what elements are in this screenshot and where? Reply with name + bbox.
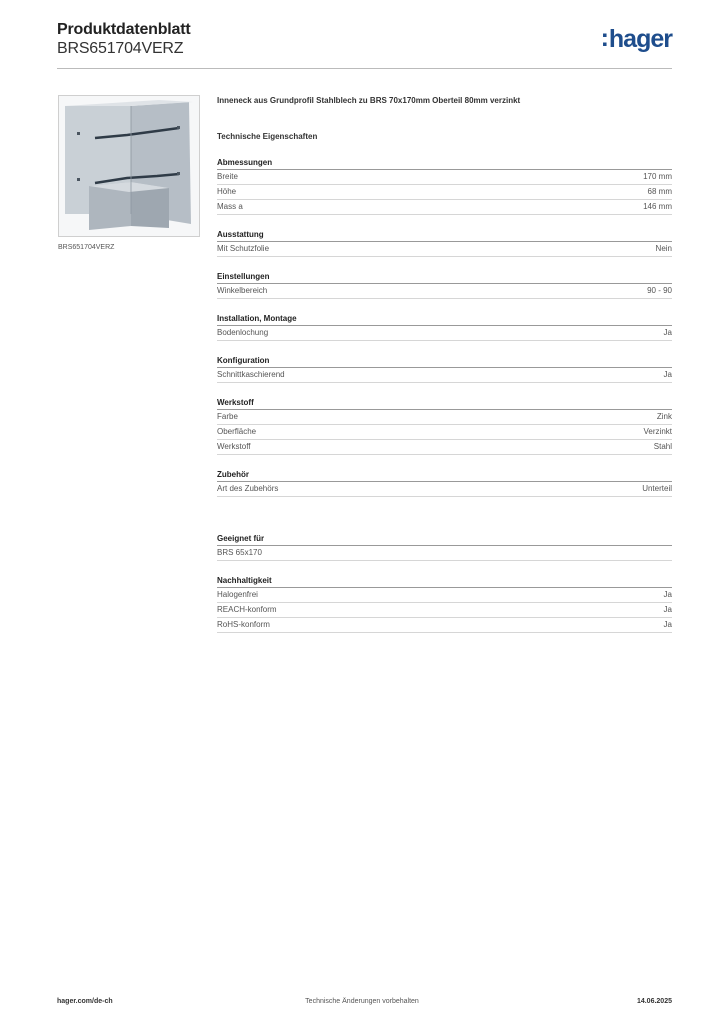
spec-value: 90 - 90 — [647, 286, 672, 295]
spec-section — [217, 533, 672, 561]
spec-label: Werkstoff — [217, 442, 251, 451]
spec-value: Ja — [663, 590, 672, 599]
section-title: Installation, Montage — [217, 313, 672, 326]
spec-row — [217, 603, 672, 618]
spec-label: Höhe — [217, 187, 237, 196]
spec-value: Ja — [663, 370, 672, 379]
spec-value: Ja — [663, 620, 672, 629]
spec-label: Mass a — [217, 202, 243, 211]
image-caption: BRS651704VERZ — [58, 244, 115, 251]
page-title: Produktdatenblatt — [57, 21, 191, 38]
spec-row — [217, 440, 672, 455]
spec-row — [217, 284, 672, 299]
spec-section — [217, 157, 672, 215]
spec-label: REACH-konform — [217, 605, 277, 614]
spec-section — [217, 229, 672, 257]
section-title: Konfiguration — [217, 355, 672, 368]
spec-value: Unterteil — [642, 484, 672, 493]
section-title: Ausstattung — [217, 229, 672, 242]
spec-row — [217, 588, 672, 603]
spec-row — [217, 425, 672, 440]
footer-date: 14.06.2025 — [636, 998, 672, 1005]
spec-label: Breite — [217, 172, 238, 181]
spec-label: Schnittkaschierend — [217, 370, 285, 379]
spec-row — [217, 242, 672, 257]
spec-row — [217, 170, 672, 185]
section-title: Geeignet für — [217, 533, 672, 546]
spec-value: 170 mm — [643, 172, 672, 181]
article-number: BRS651704VERZ — [57, 40, 184, 57]
spec-row — [217, 410, 672, 425]
spec-label: Halogenfrei — [217, 590, 258, 599]
spec-label: Mit Schutzfolie — [217, 244, 270, 253]
spec-value: Ja — [663, 605, 672, 614]
hager-logo: :hager — [600, 24, 672, 53]
spec-value: Verzinkt — [643, 427, 672, 436]
spec-label: Art des Zubehörs — [217, 484, 279, 493]
product-description: Inneneck aus Grundprofil Stahlblech zu BRS 70x170mm Oberteil 80mm verzinkt — [217, 96, 521, 105]
spec-value: Ja — [663, 328, 672, 337]
footer-website: hager.com/de-ch — [57, 998, 113, 1005]
spec-value: 68 mm — [647, 187, 672, 196]
spec-row — [217, 200, 672, 215]
spec-label: Farbe — [217, 412, 238, 421]
spec-section — [217, 313, 672, 341]
spec-row — [217, 368, 672, 383]
spec-value: Zink — [656, 412, 672, 421]
spec-label: RoHS-konform — [217, 620, 270, 629]
spec-value: Nein — [655, 244, 672, 253]
header-divider — [57, 68, 672, 69]
spec-row — [217, 185, 672, 200]
spec-row — [217, 546, 672, 561]
section-title: Nachhaltigkeit — [217, 575, 672, 588]
spec-value: Stahl — [653, 442, 672, 451]
spec-label: Bodenlochung — [217, 328, 269, 337]
spec-section — [217, 469, 672, 497]
cable-duct-inner-corner-image — [59, 96, 199, 236]
spec-row — [217, 482, 672, 497]
product-image — [58, 95, 200, 237]
spec-section — [217, 397, 672, 455]
section-title: Werkstoff — [217, 397, 672, 410]
spec-sections — [217, 157, 672, 633]
spec-row — [217, 326, 672, 341]
section-title: Zubehör — [217, 469, 672, 482]
spec-section — [217, 575, 672, 633]
technical-properties-heading: Technische Eigenschaften — [217, 132, 318, 141]
spec-section — [217, 355, 672, 383]
spec-label: BRS 65x170 — [217, 548, 262, 557]
spec-column — [217, 96, 672, 633]
section-title: Abmessungen — [217, 157, 672, 170]
footer-notice: Technische Änderungen vorbehalten — [305, 998, 419, 1005]
spec-label: Winkelbereich — [217, 286, 268, 295]
section-title: Einstellungen — [217, 271, 672, 284]
spec-label: Oberfläche — [217, 427, 257, 436]
spec-section — [217, 271, 672, 299]
spec-row — [217, 618, 672, 633]
spec-value: 146 mm — [643, 202, 672, 211]
